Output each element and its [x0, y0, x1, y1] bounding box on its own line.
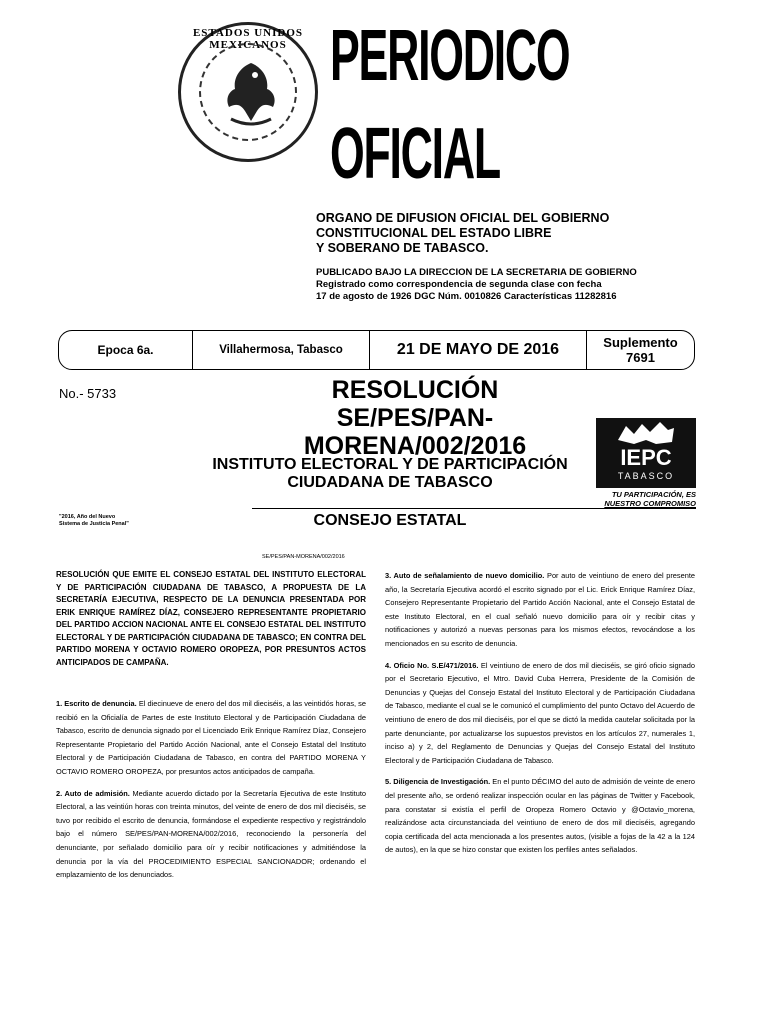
motto-line: TU PARTICIPACIÓN, ES [611, 490, 696, 499]
organ-description [316, 211, 609, 256]
paragraph-heading: 5. Diligencia de Investigación. [385, 777, 491, 787]
institute-name [190, 456, 590, 492]
organ-line: Y SOBERANO DE TABASCO. [316, 241, 489, 255]
pub-line: 17 de agosto de 1926 DGC Núm. 0010826 Características 11282816 [316, 291, 617, 302]
suplemento-number: 7691 [626, 350, 655, 365]
institute-line: INSTITUTO ELECTORAL Y DE PARTICIPACIÓN [212, 456, 568, 473]
suplemento-label: Suplemento [603, 335, 678, 350]
logo-motto [590, 490, 696, 508]
suplemento [587, 331, 694, 369]
place: Villahermosa, Tabasco [193, 331, 370, 369]
logo-sub: TABASCO [617, 471, 675, 481]
pub-line: Registrado como correspondencia de segunda clase con fecha [316, 279, 602, 290]
year-note-line: "2016, Año del Nuevo [59, 514, 116, 520]
motto-line: NUESTRO COMPROMISO [604, 499, 696, 508]
resolution-summary: RESOLUCIÓN QUE EMITE EL CONSEJO ESTATAL DEL INSTITUTO ELECTORAL Y DE PARTICIPACIÓN CIUDADANA DE TABASCO, A PROPUESTA DE LA SECRETARÍA EJECUTIVA, RESPECTO DE LA DENUNCIA PRESENTADA POR ERIK ENRIQUE RAMÍREZ DÍAZ, CONSEJERO REPRESENTANTE PROPIETARIO DEL PARTIDO ACCION NACIONAL ANTE EL CONSEJO ESTATAL DEL INSTITUTO ELECTORAL Y DE PARTICIPACIÓN CIUDADANA DE TABASCO; EN CONTRA DEL PARTIDO MORENA Y OCTAVIO ROMERO OROPEZA, POR PRESUNTOS ACTOS ANTICIPADOS DE CAMPAÑA. [56, 570, 366, 667]
tabasco-map-icon [616, 420, 676, 446]
paragraph-body: El veintiuno de enero de dos mil dieciséis, se giró oficio signado por el Secretario Ejecutivo, el Mtro. David Cuba Herrera, Presidente de la Comisión de Denuncias y Quejas del Consejo Estatal del Instituto Electoral y de Participación Ciudadana de Tabasco, mediante el cual se le comunicó el cumplimiento del punto Octavo del Acuerdo de veintiuno de enero de dos mil dieciséis, por el que se dictó la medida cautelar solicitada por la parte denunciante, por actualizarse los supuestos previstos en los artículos 27, numerales 1, inciso a) y 2, del Reglamento de Denuncias y Quejas del Consejo Estatal del Instituto Electoral y de Participación Ciudadana de Tabasco. [385, 660, 696, 765]
iepc-logo [596, 418, 696, 488]
council-title: CONSEJO ESTATAL [313, 512, 467, 529]
paragraph-heading: 3. Auto de señalamiento de nuevo domicilio. [385, 571, 545, 580]
paragraph-1 [56, 697, 366, 779]
issue-info-bar [58, 330, 695, 370]
epoca: Epoca 6a. [59, 331, 193, 369]
national-seal [178, 22, 318, 162]
paragraph-heading: 1. Escrito de denuncia. [56, 699, 137, 708]
publication-info [316, 267, 637, 303]
right-column [385, 569, 695, 865]
paragraph-body: Por auto de veintiuno de enero del presente año, la Secretaría Ejecutiva acordó el escrito signado por el Lic. Erick Enrique Ramírez Díaz, Consejero Representante Propietario del Partido Acción Nacional, ante el Consejo Estatal de este Instituto Electoral, en el cual señaló nuevo domicilio para oír y recibir citas y notificaciones y autorizó a nuevas personas para los mismos efectos, revocándose a los mencionados en su escrito de denuncia. [385, 571, 695, 648]
year-note-line: Sistema de Justicia Penal" [59, 521, 129, 527]
organ-line: ORGANO DE DIFUSION OFICIAL DEL GOBIERNO [316, 211, 610, 225]
resolution-code: SE/PES/PAN-MORENA/002/2016 [303, 404, 527, 460]
paragraph-body: Mediante acuerdo dictado por la Secretaría Ejecutiva de este Instituto Electoral, a las veintiún horas con treinta minutos, del veinte de enero de dos mil dieciséis, se tuvo por recibido el escrito de denuncia, formándose el expediente respectivo y registrándolo bajo el número SE/PES/PAN-MORENA/002/2016, reconociendo la personería del denunciante, por señalado domicilio para oír y recibir notificaciones y admitiéndose la denuncia por la vía del PROCEDIMIENTO ESPECIAL SANCIONADOR; ordenando el emplazamiento de los denunciados. [56, 788, 366, 880]
paragraph-4 [385, 659, 695, 768]
institute-line: CIUDADANA DE TABASCO [287, 474, 493, 491]
periodico-title: PERIODICO [330, 16, 570, 96]
reference-code: SE/PES/PAN-MORENA/002/2016 [262, 554, 345, 560]
paragraph-body: En el punto DÉCIMO del auto de admisión de veinte de enero del presente año, se ordenó realizar inspección ocular en las páginas de Twitter y Facebook, para constatar si existía el perfil de Oropeza Romero Octavio y @Octavio_morena, realizándose acta circunstanciada del veintiuno de enero de dos mil dieciséis, agregando copia certificada del acta mencionada a los presentes autos, (visible a fojas de la 42 a la 124 de autos), en la que se hizo constar que existen los perfiles antes señalados. [385, 777, 695, 855]
resolution-title [230, 376, 600, 460]
oficial-title: OFICIAL [330, 114, 500, 194]
paragraph-heading: 2. Auto de admisión. [56, 788, 130, 798]
year-note [59, 514, 129, 528]
issue-date: 21 DE MAYO DE 2016 [370, 331, 587, 369]
paragraph-3 [385, 569, 695, 651]
paragraph-2 [56, 787, 366, 882]
issue-number: No.- 5733 [59, 386, 117, 401]
paragraph-heading: 4. Oficio No. S.E/471/2016. [385, 660, 479, 670]
council-divider [252, 508, 696, 509]
paragraph-5 [385, 775, 695, 857]
left-column [56, 569, 366, 890]
pub-line: PUBLICADO BAJO LA DIRECCION DE LA SECRETARIA DE GOBIERNO [316, 267, 637, 278]
eagle-icon [211, 53, 291, 133]
logo-text: IEPC [620, 445, 672, 470]
seal-text: ESTADOS UNIDOS MEXICANOS [192, 27, 304, 51]
resolution-line: RESOLUCIÓN [331, 376, 499, 404]
paragraph-body: El diecinueve de enero del dos mil dieciséis, a las veintidós horas, se recibió en la Oficialía de Partes de este Instituto Electoral y de Participación Ciudadana de Tabasco, escrito de denuncia signado por el Licenciado Erik Enrique Ramírez Díaz, Consejero Representante Propietario del Partido Acción Nacional, ante el Consejo Estatal del Instituto Electoral y de Participación Ciudadana de Tabasco, en contra del PARTIDO MORENA Y OCTAVIO ROMERO OROPEZA, por presuntos actos anticipados de campaña. [56, 699, 366, 776]
organ-line: CONSTITUCIONAL DEL ESTADO LIBRE [316, 226, 552, 240]
